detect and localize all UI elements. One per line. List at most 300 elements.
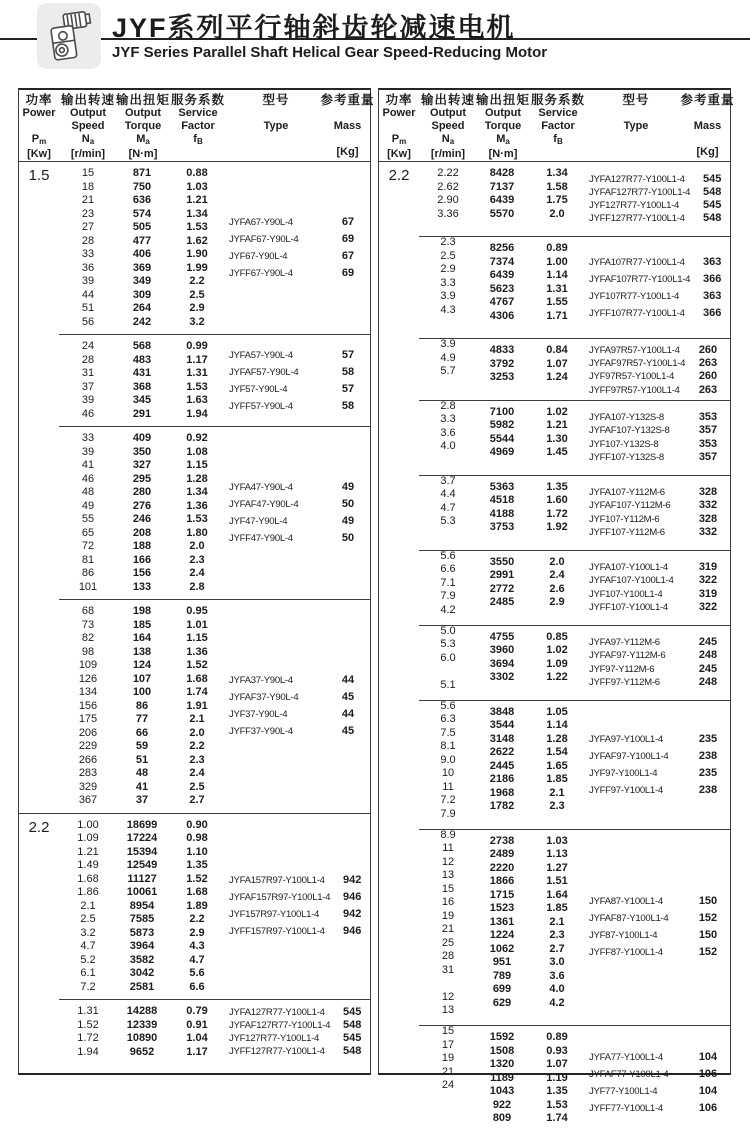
column-types bbox=[587, 167, 734, 231]
symbol-main: P bbox=[391, 133, 400, 145]
header-line: Factor bbox=[541, 120, 575, 132]
type-row bbox=[229, 265, 370, 282]
output-torque-value: 133 bbox=[132, 580, 152, 593]
type-value: JYFF97-Y112M-6 bbox=[589, 676, 660, 688]
output-speed-value: 15 bbox=[441, 1025, 455, 1037]
type-value: JYF107-Y112M-6 bbox=[589, 513, 660, 525]
output-speed-value: 2.8 bbox=[440, 399, 456, 412]
output-speed-value: 2.5 bbox=[80, 913, 96, 925]
output-speed-value: 16 bbox=[441, 896, 455, 908]
data-block bbox=[379, 830, 730, 1026]
service-factor-value: 2.9 bbox=[189, 926, 205, 939]
type-row bbox=[589, 782, 730, 799]
service-factor-value: 1.68 bbox=[186, 672, 208, 685]
service-factor-value: 1.63 bbox=[186, 394, 208, 406]
service-factor-value: 1.45 bbox=[546, 446, 568, 458]
service-factor-value: 2.2 bbox=[189, 275, 205, 287]
output-torque-value: 2220 bbox=[489, 861, 515, 874]
output-speed-value: 5.6 bbox=[440, 549, 456, 562]
column-sfs bbox=[167, 340, 227, 421]
mass-value: 57 bbox=[341, 382, 355, 395]
column-speeds bbox=[419, 400, 477, 470]
output-torque-value: 3253 bbox=[489, 371, 515, 383]
mass-value: 357 bbox=[698, 424, 718, 437]
type-value: JYFAF37-Y90L-4 bbox=[229, 692, 299, 704]
output-torque-value: 276 bbox=[132, 499, 152, 512]
mass-value: 152 bbox=[698, 946, 718, 959]
data-block bbox=[19, 162, 370, 334]
service-factor-value: 1.80 bbox=[186, 526, 208, 539]
type-row bbox=[589, 438, 730, 451]
output-speed-value: 1.09 bbox=[77, 832, 99, 844]
type-row bbox=[589, 588, 730, 601]
output-speed-value: 18 bbox=[81, 180, 95, 193]
mass-value: 319 bbox=[698, 587, 718, 600]
type-row bbox=[229, 723, 370, 740]
output-torque-value: 3148 bbox=[489, 732, 515, 745]
header-line: Torque bbox=[484, 120, 522, 132]
service-factor-value: 1.02 bbox=[546, 405, 568, 418]
mass-value: 49 bbox=[341, 515, 355, 527]
type-value: JYF97-Y112M-6 bbox=[589, 663, 655, 675]
output-speed-value: 206 bbox=[78, 726, 98, 739]
output-torque-value: 3582 bbox=[129, 953, 155, 966]
mass-value: 548 bbox=[343, 1045, 362, 1058]
output-torque-value: 6439 bbox=[489, 194, 515, 206]
output-torque-value: 185 bbox=[132, 618, 152, 631]
output-torque-value: 8954 bbox=[129, 899, 155, 912]
column-sfs bbox=[167, 1005, 227, 1059]
header-line bbox=[346, 107, 349, 120]
service-factor-value: 1.60 bbox=[546, 494, 568, 506]
type-row bbox=[589, 344, 730, 357]
output-torque-value: 2581 bbox=[129, 980, 155, 993]
output-speed-value: 17 bbox=[441, 1038, 455, 1051]
output-torque-value: 4755 bbox=[489, 630, 515, 643]
output-speed-value: 28 bbox=[441, 950, 455, 962]
service-factor-value: 0.89 bbox=[546, 242, 568, 254]
header-line bbox=[556, 148, 559, 161]
service-factor-value: 3.2 bbox=[189, 315, 205, 328]
service-factor-value: 3.0 bbox=[549, 956, 565, 968]
type-row bbox=[589, 486, 730, 499]
output-torque-value: 629 bbox=[492, 996, 512, 1009]
column-speeds bbox=[419, 550, 477, 620]
output-torque-value: 809 bbox=[492, 1112, 512, 1124]
column-speeds bbox=[419, 167, 477, 231]
power-value bbox=[379, 631, 419, 695]
mass-value: 44 bbox=[341, 674, 355, 687]
output-torque-value: 166 bbox=[132, 553, 152, 566]
output-torque-value: 5544 bbox=[489, 432, 515, 445]
output-speed-value: 21 bbox=[441, 923, 455, 935]
output-speed-value: 19 bbox=[441, 1052, 455, 1064]
data-block bbox=[379, 401, 730, 475]
mass-value: 69 bbox=[341, 267, 355, 279]
column-sfs bbox=[527, 631, 587, 695]
service-factor-value: 4.2 bbox=[549, 996, 565, 1009]
header-line: 参考重量 bbox=[320, 93, 375, 107]
output-torque-value: 295 bbox=[132, 472, 152, 485]
output-torque-value: 699 bbox=[492, 983, 512, 995]
column-sfs bbox=[527, 835, 587, 1021]
header-line: [Kg] bbox=[336, 146, 359, 158]
type-row bbox=[229, 231, 370, 248]
type-row bbox=[589, 526, 730, 539]
output-speed-value: 27 bbox=[81, 221, 95, 233]
output-speed-value: 24 bbox=[81, 340, 95, 352]
output-speed-value: 156 bbox=[78, 699, 98, 712]
header-line: Service bbox=[538, 107, 578, 119]
output-torque-value: 246 bbox=[132, 513, 152, 525]
type-value: JYFF107-Y132S-8 bbox=[589, 451, 664, 463]
output-speed-value: 44 bbox=[81, 288, 95, 301]
output-speed-value: 1.49 bbox=[77, 859, 99, 871]
mass-value: 946 bbox=[343, 891, 362, 904]
output-speed-value: 21 bbox=[441, 1065, 455, 1078]
service-factor-value: 2.4 bbox=[189, 767, 205, 779]
output-torque-value: 280 bbox=[132, 486, 152, 498]
output-torque-value: 3694 bbox=[489, 657, 515, 670]
service-factor-value: 2.1 bbox=[549, 915, 565, 928]
service-factor-value: 1.21 bbox=[186, 194, 208, 206]
header-line: Power bbox=[382, 107, 416, 119]
column-types bbox=[587, 344, 730, 397]
service-factor-value: 2.9 bbox=[549, 596, 565, 608]
column-types bbox=[227, 340, 370, 421]
mass-value: 150 bbox=[698, 929, 718, 942]
output-torque-value: 7100 bbox=[489, 405, 515, 418]
service-factor-value: 1.75 bbox=[546, 194, 568, 206]
service-factor-value: 1.53 bbox=[186, 221, 208, 233]
type-row bbox=[229, 496, 370, 513]
service-factor-value: 1.17 bbox=[186, 1045, 208, 1058]
output-torque-value: 15394 bbox=[126, 845, 158, 858]
service-factor-value: 0.90 bbox=[186, 818, 208, 831]
column-speeds bbox=[419, 236, 477, 333]
column-types bbox=[587, 481, 730, 545]
output-speed-value: 5.3 bbox=[440, 638, 456, 650]
type-value: JYF67-Y90L-4 bbox=[229, 251, 288, 262]
type-value: JYF107R77-Y100L1-4 bbox=[589, 290, 680, 302]
header-line: 功率 bbox=[25, 93, 53, 107]
service-factor-value: 1.08 bbox=[186, 445, 208, 458]
mass-value: 545 bbox=[343, 1032, 362, 1044]
type-value: JYFA107R77-Y100L1-4 bbox=[589, 256, 685, 268]
service-factor-value: 0.91 bbox=[186, 1018, 208, 1031]
mass-value: 152 bbox=[698, 912, 718, 925]
output-torque-value: 922 bbox=[492, 1098, 512, 1111]
symbol-subscript: B bbox=[196, 137, 203, 146]
column-sfs bbox=[167, 819, 227, 995]
column-torques bbox=[477, 344, 527, 397]
data-block bbox=[379, 162, 730, 236]
service-factor-value: 1.65 bbox=[546, 759, 568, 772]
output-torque-value: 1782 bbox=[489, 800, 515, 812]
type-row bbox=[589, 636, 730, 649]
column-torques bbox=[477, 167, 527, 231]
mass-value: 150 bbox=[698, 895, 718, 908]
service-factor-value: 1.28 bbox=[186, 472, 208, 485]
output-speed-value: 5.3 bbox=[440, 515, 456, 527]
symbol-main: f bbox=[553, 133, 557, 145]
output-torque-value: 1320 bbox=[489, 1058, 515, 1070]
power-value bbox=[379, 556, 419, 620]
output-speed-value: 4.9 bbox=[440, 351, 456, 364]
mass-value: 545 bbox=[343, 1005, 362, 1018]
output-speed-value: 73 bbox=[81, 618, 95, 631]
output-torque-value: 3042 bbox=[129, 967, 155, 979]
mass-value: 50 bbox=[341, 498, 355, 510]
output-torque-value: 789 bbox=[492, 969, 512, 982]
column-torques bbox=[117, 167, 167, 329]
header-line bbox=[397, 120, 400, 133]
service-factor-value: 1.85 bbox=[546, 902, 568, 914]
type-row bbox=[589, 601, 730, 614]
output-speed-value: 2.90 bbox=[437, 194, 459, 206]
symbol-subscript: a bbox=[505, 137, 510, 146]
output-torque-value: 107 bbox=[132, 672, 152, 685]
mass-value: 238 bbox=[698, 783, 718, 796]
output-torque-value: 3753 bbox=[489, 521, 515, 533]
output-torque-value: 100 bbox=[132, 686, 152, 698]
type-row bbox=[229, 1045, 374, 1058]
service-factor-value: 1.64 bbox=[546, 888, 568, 901]
header-line: 服务系数 bbox=[170, 93, 225, 107]
service-factor-value: 2.3 bbox=[549, 929, 565, 941]
mass-value: 67 bbox=[341, 216, 355, 228]
gear-motor-icon bbox=[37, 3, 101, 69]
output-torque-value: 8428 bbox=[489, 167, 515, 179]
type-row bbox=[589, 1049, 730, 1066]
column-torques bbox=[117, 819, 167, 995]
output-speed-value: 7.2 bbox=[80, 980, 96, 993]
service-factor-value: 1.36 bbox=[186, 645, 208, 658]
mass-value: 260 bbox=[698, 370, 718, 383]
output-speed-value: 1.94 bbox=[77, 1045, 99, 1058]
service-factor-value: 1.62 bbox=[186, 234, 208, 247]
service-factor-value: 0.95 bbox=[186, 605, 208, 617]
column-torques bbox=[117, 1005, 167, 1059]
column-sfs bbox=[527, 167, 587, 231]
power-value bbox=[379, 406, 419, 470]
service-factor-value: 2.3 bbox=[549, 800, 565, 812]
header-line: [r/min] bbox=[430, 148, 466, 160]
type-value: JYF107-Y132S-8 bbox=[589, 438, 659, 450]
output-speed-value: 25 bbox=[441, 936, 455, 949]
output-torque-value: 1866 bbox=[489, 875, 515, 887]
service-factor-value: 1.55 bbox=[546, 296, 568, 308]
output-speed-value: 21 bbox=[81, 194, 95, 206]
mass-value: 248 bbox=[698, 675, 718, 688]
service-factor-value: 1.24 bbox=[546, 371, 568, 383]
output-torque-value: 12549 bbox=[126, 859, 158, 871]
page-header bbox=[0, 0, 750, 88]
table-header bbox=[379, 90, 735, 162]
column-header-mass bbox=[680, 93, 735, 161]
symbol-main: f bbox=[193, 133, 197, 145]
data-block bbox=[19, 600, 370, 813]
table-body bbox=[19, 162, 370, 1064]
output-speed-value: 8.9 bbox=[440, 828, 456, 841]
header-line bbox=[32, 133, 46, 148]
type-row bbox=[229, 381, 370, 398]
service-factor-value: 1.03 bbox=[186, 180, 208, 193]
service-factor-value: 4.7 bbox=[189, 953, 205, 966]
mass-value: 366 bbox=[703, 272, 722, 285]
service-factor-value: 1.94 bbox=[186, 407, 208, 420]
header-line: 参考重量 bbox=[680, 93, 735, 107]
symbol-main: N bbox=[81, 133, 90, 145]
type-value: JYF97R57-Y100L1-4 bbox=[589, 371, 675, 383]
type-value: JYF47-Y90L-4 bbox=[229, 516, 288, 527]
output-torque-value: 5623 bbox=[489, 282, 515, 295]
data-block bbox=[19, 335, 370, 426]
service-factor-value: 1.52 bbox=[186, 872, 208, 885]
type-row bbox=[229, 513, 370, 530]
output-speed-value: 81 bbox=[81, 553, 95, 566]
type-row bbox=[589, 893, 730, 910]
column-sfs bbox=[527, 1031, 587, 1136]
type-value: JYFAF97R57-Y100L1-4 bbox=[589, 358, 686, 370]
type-row bbox=[229, 398, 370, 415]
column-torques bbox=[477, 631, 527, 695]
service-factor-value: 1.68 bbox=[186, 886, 208, 898]
type-row bbox=[229, 872, 374, 889]
service-factor-value: 1.14 bbox=[546, 269, 568, 281]
type-value: JYFA157R97-Y100L1-4 bbox=[229, 875, 325, 887]
mass-value: 946 bbox=[343, 925, 362, 938]
service-factor-value: 4.0 bbox=[549, 983, 565, 995]
mass-value: 366 bbox=[703, 306, 722, 319]
service-factor-value: 2.0 bbox=[549, 207, 565, 220]
output-torque-value: 483 bbox=[132, 353, 152, 366]
header-line: 输出转速 bbox=[60, 93, 115, 107]
service-factor-value: 2.8 bbox=[189, 580, 205, 593]
service-factor-value: 1.13 bbox=[546, 848, 568, 860]
output-speed-value: 39 bbox=[81, 275, 95, 287]
mass-value: 104 bbox=[698, 1085, 718, 1098]
data-block bbox=[379, 551, 730, 625]
output-speed-value: 39 bbox=[81, 394, 95, 406]
type-row bbox=[589, 1100, 730, 1117]
type-row bbox=[589, 212, 734, 225]
output-torque-value: 750 bbox=[132, 180, 152, 193]
power-value: 2.2 bbox=[388, 167, 410, 184]
output-torque-value: 41 bbox=[135, 780, 149, 793]
output-torque-value: 409 bbox=[132, 432, 152, 444]
service-factor-value: 0.89 bbox=[546, 1031, 568, 1043]
gear-motor-drawing bbox=[42, 8, 96, 64]
type-row bbox=[229, 706, 370, 723]
output-torque-value: 636 bbox=[132, 194, 152, 206]
table-body bbox=[379, 162, 730, 1141]
output-torque-value: 11127 bbox=[127, 872, 157, 885]
column-speeds bbox=[419, 625, 477, 695]
column-sfs bbox=[167, 605, 227, 808]
output-speed-value: 11 bbox=[442, 780, 454, 793]
output-speed-value: 2.9 bbox=[440, 263, 456, 275]
type-row bbox=[589, 910, 730, 927]
output-speed-value: 28 bbox=[81, 234, 95, 247]
data-block bbox=[379, 1026, 730, 1141]
header-line bbox=[193, 133, 202, 148]
mass-value: 260 bbox=[698, 344, 718, 356]
mass-value: 332 bbox=[698, 499, 718, 512]
mass-value: 545 bbox=[703, 172, 722, 185]
output-torque-value: 14288 bbox=[126, 1005, 158, 1017]
service-factor-value: 1.19 bbox=[546, 1071, 568, 1084]
header-line: 服务系数 bbox=[530, 93, 585, 107]
output-speed-value: 56 bbox=[81, 315, 95, 328]
symbol-main: P bbox=[31, 133, 40, 145]
output-speed-value: 68 bbox=[81, 605, 95, 617]
output-torque-value: 1508 bbox=[489, 1044, 515, 1057]
column-header-speed bbox=[419, 94, 477, 161]
type-row bbox=[589, 1066, 730, 1083]
column-torques bbox=[117, 605, 167, 808]
type-value: JYFA47-Y90L-4 bbox=[229, 482, 293, 493]
output-speed-value: 229 bbox=[78, 740, 98, 752]
power-value bbox=[19, 340, 59, 421]
column-types bbox=[227, 167, 370, 329]
mass-value: 104 bbox=[698, 1051, 718, 1064]
power-value bbox=[19, 432, 59, 594]
type-value: JYFF107-Y112M-6 bbox=[589, 526, 665, 538]
type-value: JYFA67-Y90L-4 bbox=[229, 217, 293, 228]
column-sfs bbox=[167, 432, 227, 594]
type-value: JYFA127R77-Y100L1-4 bbox=[589, 173, 685, 185]
power-value bbox=[379, 835, 419, 1021]
mass-value: 245 bbox=[698, 636, 718, 649]
header-line bbox=[346, 133, 349, 146]
power-value bbox=[379, 1031, 419, 1136]
page-title-cn: JYF系列平行轴斜齿轮减速电机 bbox=[112, 13, 516, 43]
output-speed-value: 48 bbox=[81, 486, 95, 498]
output-torque-value: 477 bbox=[132, 234, 152, 247]
column-torques bbox=[117, 432, 167, 594]
mass-value: 322 bbox=[698, 600, 718, 613]
output-torque-value: 1968 bbox=[489, 786, 515, 799]
output-torque-value: 188 bbox=[132, 540, 152, 552]
output-torque-value: 86 bbox=[135, 699, 149, 712]
output-speed-value: 3.7 bbox=[440, 474, 456, 487]
type-row bbox=[589, 663, 730, 676]
column-types bbox=[587, 556, 730, 620]
type-value: JYFAF47-Y90L-4 bbox=[229, 499, 299, 510]
service-factor-value: 1.91 bbox=[186, 699, 208, 712]
header-line bbox=[274, 146, 277, 159]
service-factor-value: 1.07 bbox=[546, 357, 568, 370]
output-torque-value: 208 bbox=[132, 526, 152, 539]
type-value: JYFAF97-Y112M-6 bbox=[589, 650, 666, 662]
type-row bbox=[589, 731, 730, 748]
type-row bbox=[229, 689, 370, 706]
data-block bbox=[19, 427, 370, 599]
type-value: JYFA97-Y112M-6 bbox=[589, 637, 660, 649]
output-torque-value: 368 bbox=[132, 380, 152, 393]
type-value: JYF157R97-Y100L1-4 bbox=[229, 909, 320, 921]
column-types bbox=[587, 242, 734, 333]
service-factor-value: 2.0 bbox=[189, 540, 205, 552]
table-header bbox=[19, 90, 375, 162]
output-speed-value: 5.1 bbox=[440, 678, 456, 691]
output-speed-value: 1.52 bbox=[77, 1018, 99, 1031]
mass-value: 238 bbox=[698, 749, 718, 762]
output-torque-value: 350 bbox=[132, 445, 152, 458]
symbol-subscript: a bbox=[89, 137, 95, 146]
output-speed-value: 15 bbox=[81, 167, 95, 179]
